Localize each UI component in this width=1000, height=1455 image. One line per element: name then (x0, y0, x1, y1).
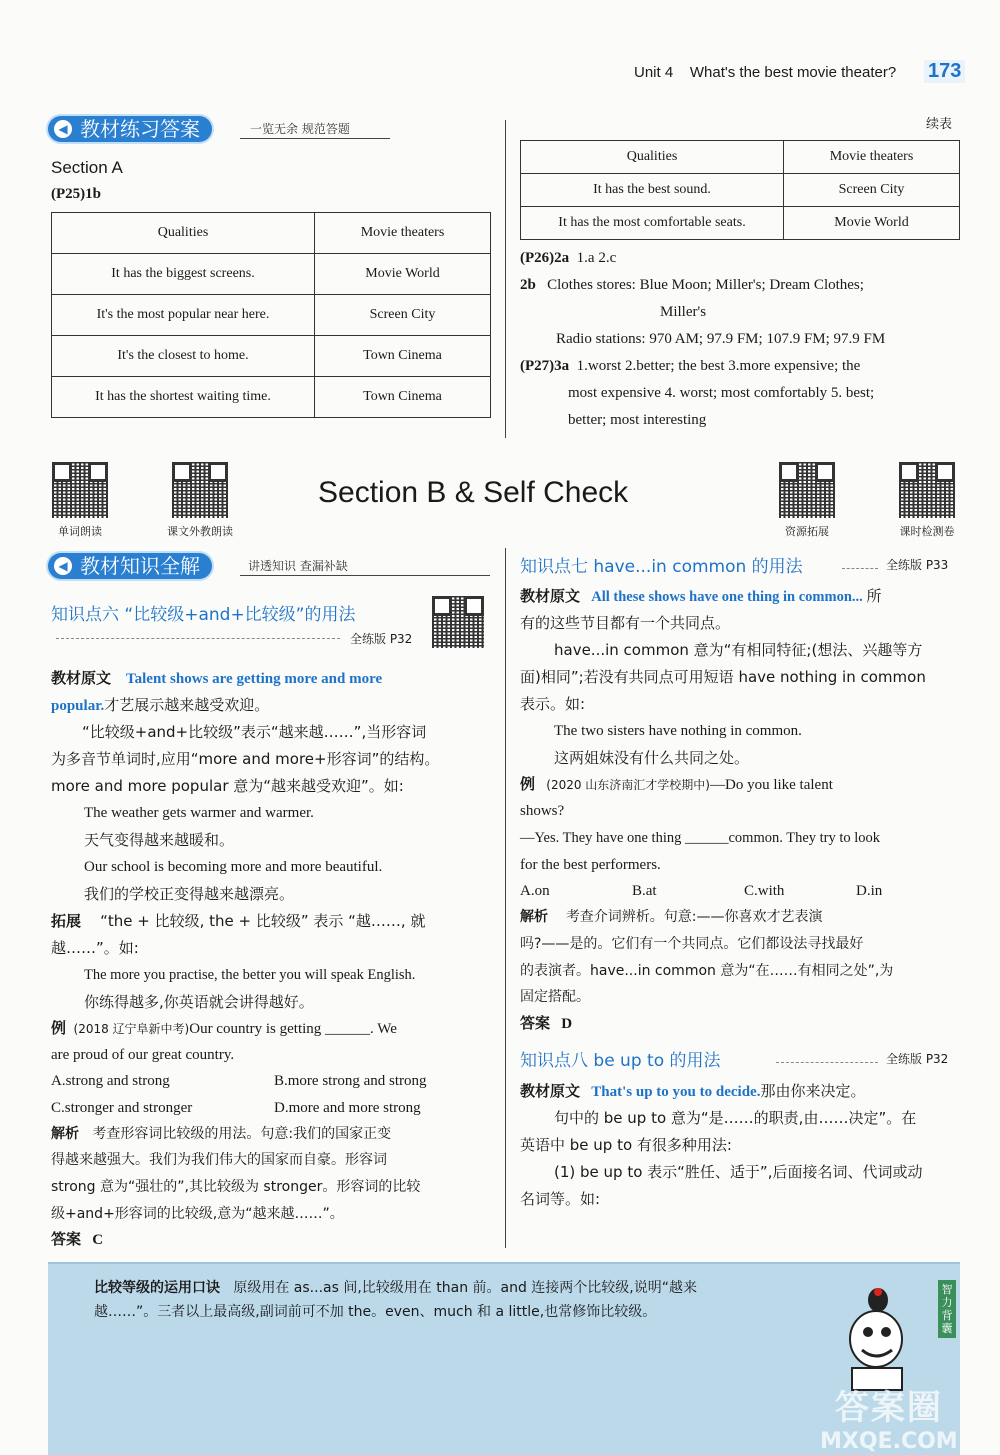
p26-label: (P26)2a (520, 250, 570, 266)
analysis-line: 得越来越强大。我们为我们伟大的国家而自豪。形容词 (51, 1152, 387, 1168)
example-translation: 这两姐妹没有什么共同之处。 (554, 749, 750, 767)
answer-table-left (51, 212, 491, 418)
question-line: for the best performers. (520, 857, 661, 873)
text-line: more and more popular 意为“越来越受欢迎”。如: (51, 777, 404, 795)
question-line (51, 1018, 397, 1039)
kp6-title: 知识点六 “比较级+and+比较级”的用法 (51, 605, 356, 625)
page-number: 173 (924, 60, 965, 83)
text-line: have...in common 意为“有相同特征;(想法、兴趣等方 (554, 641, 923, 659)
table-header: Qualities (521, 141, 784, 174)
orig-label: 教材原文 (51, 669, 112, 687)
cartoon-character-illustration (836, 1284, 918, 1394)
table-cell: Screen City (315, 295, 491, 336)
ans-label: 答案 (51, 1230, 82, 1248)
q-label: 例 (51, 1019, 67, 1037)
speaker-icon: ◀ (54, 557, 72, 575)
analysis-line: 的表演者。have...in common 意为“在……有相同之处”,为 (520, 963, 894, 979)
banner-underline (240, 138, 390, 139)
b2-answer (520, 275, 864, 295)
dot-leader (776, 1062, 878, 1063)
example-translation: 你练得越多,你英语就会讲得越好。 (84, 993, 314, 1011)
tip-line: 原级用在 as...as 间,比较级用在 than 前。and 连接两个比较级,说明“越来 (233, 1280, 698, 1296)
banner-underline (240, 575, 490, 576)
table-cell: It has the most comfortable seats. (521, 207, 784, 240)
qr-code[interactable] (899, 462, 955, 518)
answer-line (520, 1013, 572, 1034)
p25-label: (P25)1b (51, 186, 101, 202)
table-header: Movie theaters (784, 141, 960, 174)
original-text (520, 586, 882, 607)
knowledge-banner-subtitle: 讲透知识 查漏补缺 (248, 559, 348, 573)
orig-en: All these shows have one thing in common... (591, 589, 863, 605)
table-cell: Town Cinema (315, 377, 491, 418)
original-text (51, 668, 382, 689)
table-cell: It's the most popular near here. (52, 295, 315, 336)
table-cell: Screen City (784, 174, 960, 207)
answers-banner-title: 教材练习答案 (80, 117, 200, 141)
analysis-line: 固定搭配。 (520, 989, 590, 1005)
ana-label: 解析 (51, 1126, 79, 1142)
q-text: Our country is getting ______. We (189, 1021, 397, 1037)
option: A.on (520, 883, 550, 899)
ans-label: 答案 (520, 1014, 551, 1032)
table-header: Movie theaters (315, 213, 491, 254)
answer-line (51, 1229, 103, 1250)
original-text (520, 1081, 865, 1102)
ana-text: 考查形容词比较级的用法。句意:我们的国家正变 (92, 1126, 392, 1142)
question-line: shows? (520, 803, 565, 819)
option: B.more strong and strong (274, 1073, 427, 1089)
text-line: 越……”。如: (51, 939, 139, 957)
p27-label: (P27)3a (520, 358, 570, 374)
analysis-line (520, 907, 823, 927)
kp7-ref: 全练版 P33 (886, 558, 949, 572)
q-text: —Do you like talent (709, 777, 833, 793)
unit-title: What's the best movie theater? (689, 64, 897, 81)
ext-text: “the + 比较级, the + 比较级” 表示 “越……, 就 (100, 912, 426, 930)
qr-code[interactable] (52, 462, 108, 518)
watermark-url: MXQE.COM (820, 1429, 958, 1454)
kp8-ref: 全练版 P32 (886, 1052, 949, 1066)
text-line: 有的这些节目都有一个共同点。 (520, 614, 731, 632)
option: B.at (632, 883, 657, 899)
orig-cn: 那由你来决定。 (760, 1082, 866, 1100)
analysis-line: 吗?——是的。它们有一个共同点。它们都设法寻找最好 (520, 936, 864, 952)
q-label: 例 (520, 775, 536, 793)
example-line: Our school is becoming more and more beautiful. (84, 859, 383, 875)
table-cell: Movie World (784, 207, 960, 240)
analysis-line: 级+and+形容词的比较级,意为“越来越……”。 (51, 1206, 344, 1222)
table-cell: It has the best sound. (521, 174, 784, 207)
ana-label: 解析 (520, 909, 548, 925)
text-line: 面)相同”;若没有共同点可用短语 have nothing in common (520, 668, 926, 686)
text-line: 为多音节单词时,应用“more and more+形容词”的结构。 (51, 750, 440, 768)
analysis-line (51, 1124, 391, 1144)
b2-line: Radio stations: 970 AM; 97.9 FM; 107.9 FM; 97.9 FM (556, 331, 886, 347)
text-line: 句中的 be up to 意为“是……的职责,由……决定”。在 (554, 1109, 917, 1127)
example-translation: 天气变得越来越暖和。 (84, 831, 235, 849)
kp7-title: 知识点七 have...in common 的用法 (520, 557, 803, 577)
qr-label: 课时检测卷 (899, 525, 955, 538)
orig-label: 教材原文 (520, 1082, 581, 1100)
b2-line: Miller's (660, 304, 707, 320)
knowledge-banner (48, 553, 212, 579)
q-source: (2020 山东济南汇才学校期中) (546, 778, 710, 792)
p27-line: most expensive 4. worst; most comfortably 5. best; (568, 385, 875, 401)
orig-en: That's up to you to decide. (591, 1084, 761, 1100)
orig-cn: 所 (866, 587, 882, 605)
qr-code[interactable] (432, 596, 484, 648)
question-line: —Yes. They have one thing ______common. They try to look (520, 830, 881, 846)
answers-banner (48, 116, 212, 142)
tip-label: 比较等级的运用口诀 (94, 1280, 220, 1296)
analysis-line: strong 意为“强壮的”,其比较级为 stronger。形容词的比较 (51, 1179, 421, 1195)
table-cell: It has the shortest waiting time. (52, 377, 315, 418)
dot-leader (56, 638, 340, 639)
answers-banner-subtitle: 一览无余 规范答题 (250, 122, 350, 136)
table-cell: Town Cinema (315, 336, 491, 377)
tip-side-tag: 智力背囊 (938, 1280, 956, 1338)
p27-answer (520, 356, 860, 376)
tip-box (48, 1262, 960, 1455)
ans-value: D (561, 1016, 573, 1032)
tip-text (94, 1276, 814, 1324)
ans-value: C (92, 1232, 104, 1248)
p27-line: 1.worst 2.better; the best 3.more expensive; the (576, 358, 861, 374)
extension-line (51, 911, 425, 931)
qr-label: 单词朗读 (58, 525, 102, 538)
question-line: are proud of our great country. (51, 1047, 235, 1063)
dot-leader (842, 568, 878, 569)
tip-line: 越……”。三者以上最高级,副词前可不加 the。even、much 和 a little,也常修饰比较级。 (94, 1304, 657, 1320)
column-divider (505, 548, 506, 1248)
orig-en: popular. (51, 698, 105, 714)
answer-table-right (520, 140, 960, 240)
text-line: 英语中 be up to 有很多种用法: (520, 1136, 732, 1154)
table-cell: It's the closest to home. (52, 336, 315, 377)
example-line: The weather gets warmer and warmer. (84, 805, 314, 821)
qr-code[interactable] (779, 462, 835, 518)
column-divider (505, 120, 506, 438)
example-line: The more you practise, the better you will speak English. (84, 967, 416, 983)
option: D.more and more strong (274, 1100, 421, 1116)
knowledge-banner-title: 教材知识全解 (80, 554, 200, 578)
unit-label: Unit 4 (634, 64, 674, 81)
kp6-ref: 全练版 P32 (350, 632, 413, 646)
option: D.in (856, 883, 883, 899)
example-line: The two sisters have nothing in common. (554, 723, 802, 739)
speaker-icon: ◀ (54, 120, 72, 138)
watermark-logo (820, 1380, 958, 1454)
table-cell: Movie World (315, 254, 491, 295)
option: C.with (744, 883, 785, 899)
orig-label: 教材原文 (520, 587, 581, 605)
qr-label: 课文外教朗读 (167, 525, 233, 538)
original-text-cont (51, 695, 269, 716)
p27-line: better; most interesting (568, 412, 707, 428)
q-source: (2018 辽宁阜新中考) (73, 1022, 190, 1036)
table-cell: It has the biggest screens. (52, 254, 315, 295)
b2-label: 2b (520, 277, 536, 293)
option: A.strong and strong (51, 1073, 170, 1089)
section-b-title: Section B & Self Check (318, 476, 629, 509)
orig-cn: 才艺展示越来越受欢迎。 (104, 696, 270, 714)
ana-text: 考查介词辨析。句意:——你喜欢才艺表演 (565, 909, 823, 925)
example-translation: 我们的学校正变得越来越漂亮。 (84, 885, 295, 903)
option: C.stronger and stronger (51, 1100, 193, 1116)
ext-label: 拓展 (51, 912, 82, 930)
section-a-label: Section A (51, 158, 123, 177)
p26-text: 1.a 2.c (576, 250, 617, 266)
text-line: “比较级+and+比较级”表示“越来越……”,当形容词 (82, 723, 427, 741)
kp8-title: 知识点八 be up to 的用法 (520, 1051, 721, 1071)
watermark-text: 答案圈 (834, 1388, 943, 1428)
orig-en: Talent shows are getting more and more (126, 671, 383, 687)
text-line: 名词等。如: (520, 1190, 601, 1208)
qr-code[interactable] (172, 462, 228, 518)
p26-answer (520, 248, 616, 268)
question-line (520, 774, 833, 795)
continued-label: 续表 (926, 117, 953, 132)
qr-label: 资源拓展 (785, 525, 829, 538)
table-header: Qualities (52, 213, 315, 254)
text-line: 表示。如: (520, 695, 586, 713)
text-line: (1) be up to 表示“胜任、适于”,后面接名词、代词或动 (554, 1163, 923, 1181)
b2-line: Clothes stores: Blue Moon; Miller's; Dream Clothes; (547, 277, 864, 293)
running-header (634, 64, 896, 81)
